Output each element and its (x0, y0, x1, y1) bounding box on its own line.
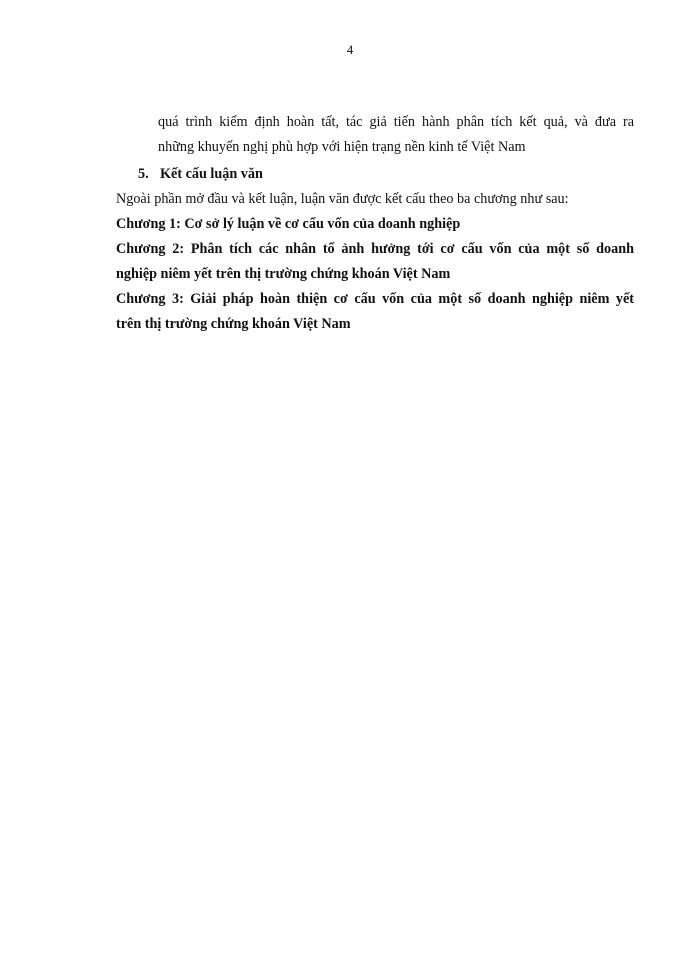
page-number: 4 (346, 42, 354, 57)
chapter-1 (116, 212, 634, 237)
section-title: Kết cấu luận văn (160, 166, 263, 182)
page-content (116, 110, 634, 337)
structure-intro: Ngoài phần mở đầu và kết luận, luận văn được kết cấu theo ba chương như sau: (116, 191, 569, 207)
chapter-1-line-1: Chương 1: Cơ sở lý luận về cơ cấu vốn của doanh nghiệp (116, 216, 461, 232)
chapter-2 (116, 237, 634, 287)
section-number: 5. (138, 166, 149, 182)
chapter-2-line-1: Chương 2: Phân tích các nhân tố ảnh hưởng tới cơ cấu vốn của một số doanh (116, 241, 634, 257)
intro-paragraph-line-1: quá trình kiểm định hoàn tất, tác giả tiến hành phân tích kết quả, và đưa ra (158, 114, 634, 130)
chapter-2-line-2: nghiệp niêm yết trên thị trường chứng khoán Việt Nam (116, 266, 451, 282)
chapter-3-line-1: Chương 3: Giải pháp hoàn thiện cơ cấu vốn của một số doanh nghiệp niêm yết (116, 291, 634, 307)
intro-paragraph (158, 110, 634, 160)
chapter-3-line-2: trên thị trường chứng khoán Việt Nam (116, 316, 351, 332)
chapter-3 (116, 287, 634, 337)
intro-paragraph-line-2: những khuyến nghị phù hợp với hiện trạng nền kinh tế Việt Nam (158, 139, 526, 155)
section-heading (138, 162, 634, 187)
